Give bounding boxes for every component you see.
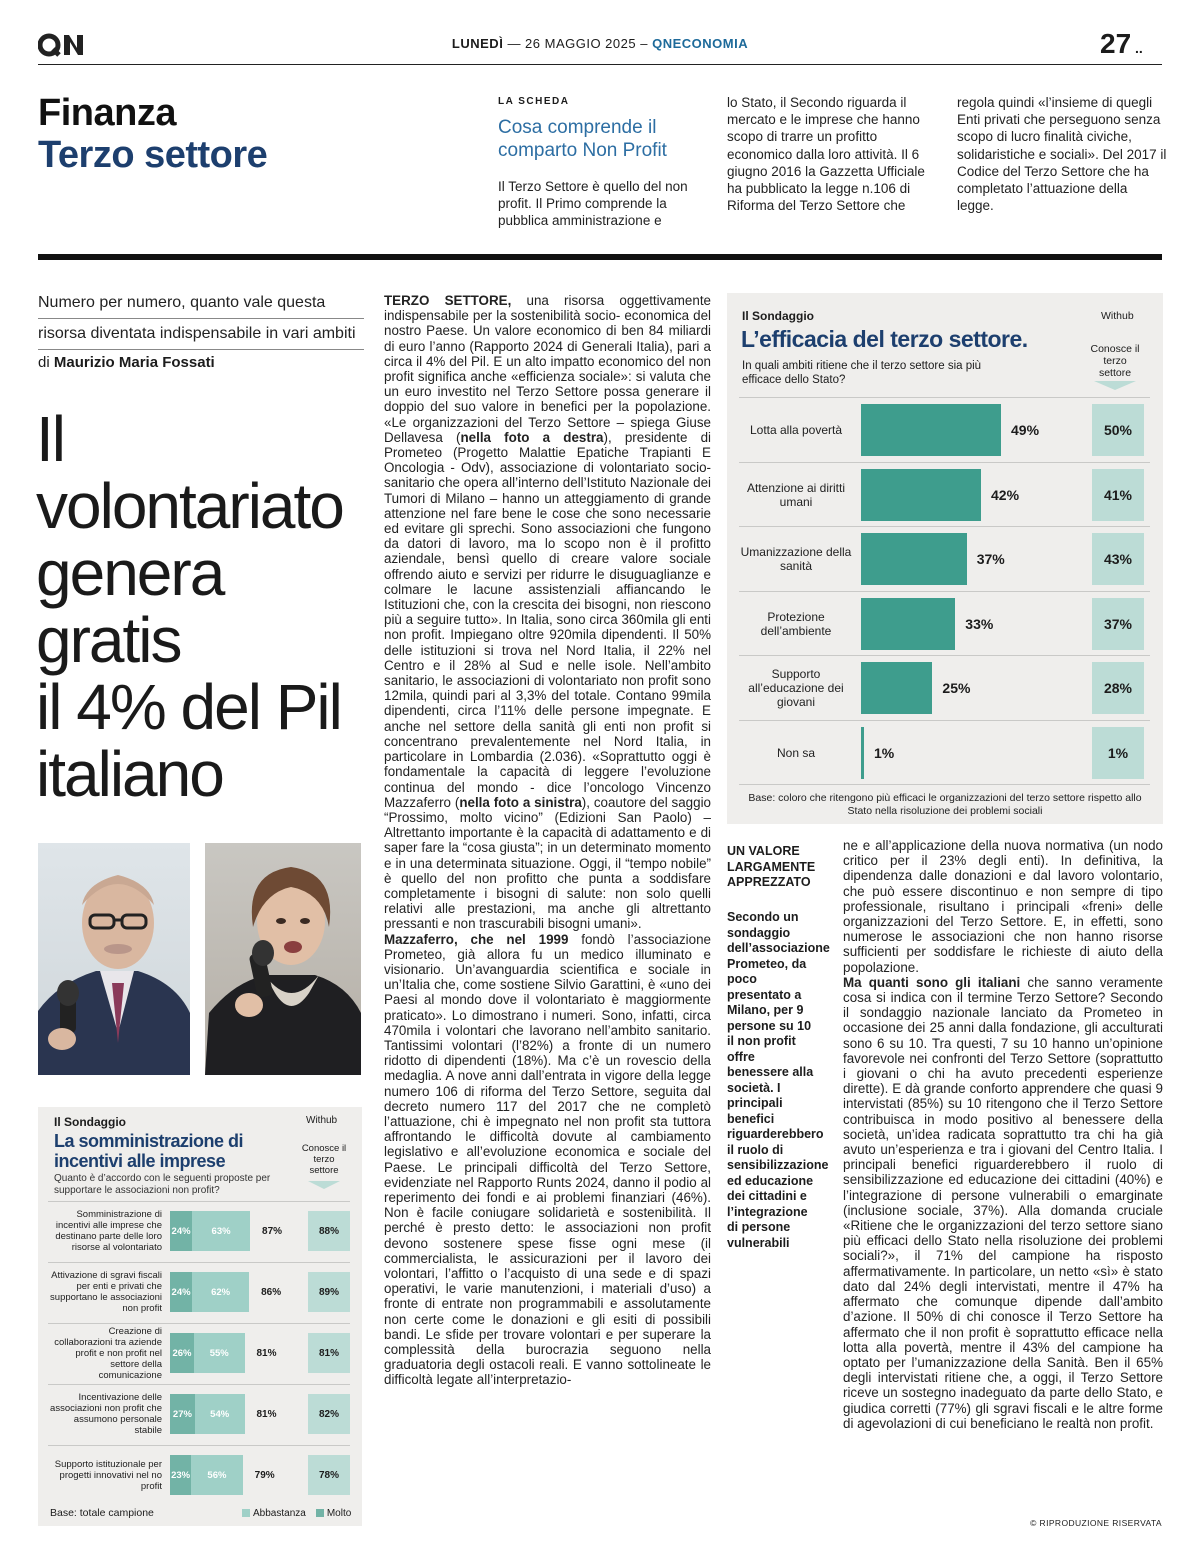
chart-note: Base: coloro che ritengono più efficaci le organizzazioni del terzo settore rispetto allo Stato nella risoluzione dei problemi sociali — [748, 792, 1142, 817]
section-subtitle: Terzo settore — [38, 134, 268, 176]
chart-kicker: Il Sondaggio — [54, 1115, 126, 1129]
chart-category-label: Lotta alla povertà — [749, 423, 843, 437]
chart-highlight-value: 82% — [308, 1394, 350, 1434]
chart-bar-abbastanza: 62% — [192, 1272, 249, 1312]
article-body-column-2 — [843, 838, 1163, 1431]
chart-row — [48, 1323, 350, 1381]
chart-total-label: 81% — [256, 1408, 277, 1420]
headline-line: gratis — [36, 604, 181, 676]
article-subtitle — [38, 288, 364, 350]
chart-highlight-value: 89% — [308, 1272, 350, 1312]
chart-bar-abbastanza: 54% — [195, 1394, 245, 1434]
chart-row — [48, 1262, 350, 1320]
legend-label: Molto — [326, 1508, 352, 1519]
chart-question: In quali ambiti ritiene che il terzo settore sia più efficace dello Stato? — [742, 360, 982, 386]
chart-row — [48, 1445, 350, 1503]
chart-legend — [242, 1508, 351, 1519]
scheda-kicker: LA SCHEDA — [498, 96, 570, 107]
chart-bar — [861, 727, 864, 779]
chart-bar — [861, 469, 981, 521]
header-rule — [38, 64, 1162, 65]
chart-highlight-header: Conosce il terzo settore — [301, 1143, 347, 1176]
chart-highlight-arrow — [1094, 381, 1136, 390]
chart-bar — [861, 662, 932, 714]
legend-label: Abbastanza — [253, 1508, 306, 1519]
photo-dellavesa — [205, 843, 361, 1075]
chart-highlight-value: 78% — [308, 1455, 350, 1495]
byline-prefix: di — [38, 354, 50, 371]
chart-bar-abbastanza: 55% — [194, 1333, 245, 1373]
lead-in: TERZO SETTORE, — [384, 293, 512, 308]
chart-value-label: 1% — [874, 744, 895, 761]
lead-in: Mazzaferro, che nel 1999 — [384, 931, 569, 947]
byline — [38, 354, 215, 371]
chart-bar-molto: 26% — [170, 1333, 194, 1373]
section-divider — [38, 254, 1162, 260]
chart-kicker: Il Sondaggio — [742, 309, 814, 323]
chart-row — [739, 462, 1150, 526]
chart-value-label: 42% — [991, 486, 1020, 503]
chart-value-label: 25% — [942, 680, 971, 696]
article-paragraph: ne e all’applicazione della nuova normativa (un nodo critico per il 23% degli enti). In definitiva, la dipendenza dalle donazioni e dal lavoro volontario, che può essere discontinuo e non sempre di tipo professionale, risultano i principali «freni» delle organizzazioni del Terzo Settore. E, in effetti, sono numerose le associazioni che non hanno risorse sufficienti per soddisfare le richieste di aiuto della popolazione. — [843, 838, 1163, 975]
chart-category-label: Attenzione ai diritti umani — [746, 480, 846, 509]
chart-bar-molto: 27% — [170, 1394, 195, 1434]
chart-highlight-arrow — [308, 1181, 340, 1189]
chart-total-label: 87% — [262, 1225, 283, 1237]
headline-line: il 4% del Pil — [36, 671, 341, 743]
lead-in: Ma quanti sono gli italiani — [843, 974, 1021, 990]
article-paragraph: Mazzaferro, che nel 1999 fondò l’associazione Prometeo, già allora fu un medico illuminato e visionario. Un’avanguardia scientifica e sociale in un’Italia che, come sostiene Silvio Garattini, è «uno dei Paesi al mondo dove il volontariato è maggiormente praticato». Lo dimostrano i numeri. Sono, infatti, circa 470mila i volontari che lavorano nell’ambito sanitario. Tantissimi volontari (l’82%) a fronte di un numero ridotto di dipendenti (18%). Ma c’è un rovescio della medaglia. A nove anni dall’entrata in vigore della legge numero 106 di riforma del Terzo Settore, seguita dal decreto numero 117 del 2017 che ne completò l’attuazione, chi è impegnato nel non profit sta tuttora affrontando le difficoltà dovute al cambiamento legislativo e all’evoluzione economica e sociale del Paese. Le principali difficoltà del Terzo Settore, evidenziate nel Rapporto Runts 2024, danno il podio al reperimento dei fondi e ai problemi finanziari (46%). Non è facile coniugare solidarietà e sostenibilità. Il perché è presto detto: le associazioni non profit devono sostenere spese fisse ogni mese (il commercialista, le assicurazioni per il lavoro dei volontari, l’affitto o l’acquisto di una sede e di spazi operativi, le varie manutenzioni, i materiali d’uso) a fronte di entrate non programmabili e assolutamente non certe come le donazioni e gli esiti di possibili bandi. Le sfide per trovare volontari e per superare la complessità della burocrazia seguono nella graduatoria degli ostacoli reali. E vanno sottolineate le difficoltà legate all’interpretazio- — [384, 931, 711, 1388]
chart-base: Base: totale campione — [50, 1507, 154, 1519]
chart-row-bottom-border — [739, 784, 1150, 785]
chart-bar-molto: 24% — [170, 1211, 192, 1251]
chart-category-label: Supporto istituzionale per progetti innovativi nel no profit — [54, 1458, 162, 1492]
headline — [36, 403, 376, 810]
chart-highlight-header: Conosce il terzo settore — [1090, 343, 1140, 379]
chart-bar-molto: 24% — [170, 1272, 192, 1312]
chart-efficacia — [727, 293, 1163, 824]
chart-row — [48, 1384, 350, 1442]
chart-total-label: 79% — [254, 1469, 275, 1481]
header-dateline — [330, 36, 870, 51]
chart-category-label: Attivazione di sgravi fiscali per enti e privati che supportano le associazioni non profit — [50, 1270, 162, 1314]
chart-highlight-value: 1% — [1092, 727, 1144, 779]
chart-row — [739, 655, 1150, 719]
subtitle-line: Numero per numero, quanto vale questa — [38, 288, 364, 319]
chart-bar-abbastanza: 63% — [192, 1211, 250, 1251]
chart-row — [739, 526, 1150, 590]
chart-category-label: Umanizzazione della sanità — [740, 545, 852, 573]
chart-title: La somministrazione di incentivi alle imprese — [54, 1131, 244, 1171]
legend-item — [242, 1508, 306, 1519]
scheda-column-3: regola quindi «l’insieme di quegli Enti privati che perseguono senza scopo di lucro finalità civiche, solidaristiche e sociali». Del 2017 il Codice del Terzo Settore che ha completato l’attuazione della legge. — [957, 95, 1167, 214]
section-title: Finanza — [38, 92, 176, 134]
headline-line: Il volontariato — [36, 403, 343, 542]
chart-row — [739, 720, 1150, 784]
chart-highlight-value: 28% — [1092, 662, 1144, 714]
headline-line: genera — [36, 537, 224, 609]
chart-category-label: Somministrazione di incentivi alle imprese che destinano parte delle loro risorse al volontariato — [55, 1209, 162, 1253]
chart-row — [739, 591, 1150, 655]
article-paragraph: TERZO SETTORE, una risorsa oggettivamente indispensabile per la sostenibilità socio- economica del nostro Paese. Un valore economico di ben 84 miliardi di euro l’anno (Rapporto 2024 di Generali Italia), pari a circa il 4% del Pil. E un alto impatto economico del non profit significa anche «efficienza sociale»: si valuta che un euro investito nel Terzo Settore possa generare il doppio del suo valore in benefici per la popolazione. «Le organizzazioni del Terzo Settore – spiega Giuse Dellavesa (nella foto a destra), presidente di Prometeo (Progetto Malattie Epatiche Trapianti E Oncologia - Odv), associazione di volontariato socio-sanitario che opera all’interno dell’Istituto Nazionale dei Tumori di Milano – hanno un atteggiamento di grande attenzione nel fare bene le cose che sono necessarie ed evitare gli sprechi. Sono associazioni che fungono da datori di lavoro, ma lo scopo non è il profitto aziendale, bensì quello di creare valore sociale offrendo aiuto e servizi per ridurre le disuguaglianze e colmare le lacune assistenziali affiancando le Istituzioni che, con la crescita dei bisogni, non riescono più a seguire tutto». In Italia, sono circa 360mila gli enti non profit. Impiegano oltre 920mila dipendenti. Il 50% delle istituzioni si trova nel Nord Italia, il 22% nel Centro e il 28% al Sud e nelle isole. Nell’ambito sanitario, le associazioni di volontariato non profit sono 12mila, quindi pari al 3,3% del totale. Contano 99mila dipendenti, circa l’11% delle persone impegnate. E anche nel settore della sanità gli enti non profit si concentrano prevalentemente nel Nord Italia, in particolare in Lombardia (2.036). «Soprattutto oggi è fondamentale la capacità di leggere l’evoluzione continua del mondo - dice l’oncologo Vincenzo Mazzaferro (nella foto a sinistra), coautore del saggio “Prossimo, molto vicino” (Edizioni San Paolo) – Altrettanto importante è la capacità di adattamento e di saper fare la “cosa giusta”; in un determinato momento e in una determinata situazione. Oggi, il “tempo nobile” è quello del non profitto che punta a soddisfare completamente i bisogni di salute: non solo quelli relativi alle prestazioni, ma anche gli altrettanto pressanti e non trascurabili bisogni umani». — [384, 293, 712, 932]
copyright: © RIPRODUZIONE RISERVATA — [1030, 1518, 1162, 1528]
chart-value-label: 33% — [965, 615, 994, 632]
header-day: LUNEDÌ — [451, 36, 504, 51]
photo-mazzaferro — [38, 843, 190, 1075]
qn-logo — [38, 30, 86, 60]
scheda-column-1: Il Terzo Settore è quello del non profit. Il Primo comprende la pubblica amministrazione e — [498, 179, 688, 229]
chart-category-label: Protezione dell’ambiente — [760, 609, 832, 638]
chart-category-label: Creazione di collaborazioni tra aziende profit e non profit nel settore della comunicazione — [54, 1325, 162, 1381]
chart-bar-abbastanza: 56% — [191, 1455, 243, 1495]
chart-highlight-value: 43% — [1092, 533, 1144, 585]
chart-category-label: Incentivazione delle associazioni non profit che assumono personale stabile — [50, 1392, 162, 1436]
sidebar-title: UN VALORE LARGAMENTE APPREZZATO — [727, 844, 816, 889]
chart-bar — [861, 404, 1001, 456]
chart-question: Quanto è d’accordo con le seguenti proposte per supportare le associazioni non profit? — [54, 1173, 271, 1196]
chart-source: Withub — [1101, 310, 1134, 322]
article-body-column-1 — [384, 293, 711, 1388]
chart-highlight-value: 88% — [308, 1211, 350, 1251]
chart-row — [739, 397, 1150, 461]
scheda-column-2: lo Stato, il Secondo riguarda il mercato e le imprese che hanno scopo di trarre un profitto economico dalla loro attività. Il 6 giugno 2016 la Gazzetta Ufficiale ha pubblicato la legge n.106 di Riforma del Terzo Settore che — [727, 95, 925, 214]
scheda-title: Cosa comprende il comparto Non Profit — [498, 117, 667, 161]
header-date: — 26 MAGGIO 2025 – — [507, 36, 648, 51]
article-paragraph: Ma quanti sono gli italiani che sanno veramente cosa si indica con il termine Terzo Settore? Secondo il sondaggio nazionale lanciato da Prometeo in occasione dei 25 anni dalla fondazione, gli acculturati sono 6 su 10. Tra questi, 7 su 10 hanno un’opinione favorevole nei confronti del Terzo Settore (soprattutto i giovani o chi ha avuto precedenti esperienze dirette). E dà grande conforto apprendere che quasi 9 intervistati (85%) su 10 ritengono che il Terzo Settore contribuisca in modo positivo al benessere della società, un’idea radicata soprattutto tra chi ha già avuto un’esperienza e tra i giovani del Centro Italia. I principali benefici riguarderebbero il ruolo di sensibilizzazione ed educazione dei cittadini (40%) e l’integrazione di persone vulnerabili o emarginate (inclusione sociale, 37%). Alla domanda cruciale «Ritiene che le organizzazioni del terzo settore siano più efficaci dello Stato nella risoluzione dei problemi sociali?», il 71% del campione ha risposto affermativamente. In particolare, un netto «sì» è stato dato dal 24% degli intervistati, mentre il 47% ha affermato che comunque dipende dall’ambito d’azione. Il 50% di chi conosce il Terzo Settore ha affermato che il non profit è soprattutto efficace nella lotta alla povertà, mentre il 43% del campione ha optato per l’umanizzazione della Sanità. Ben il 65% degli intervistati ritiene che, a oggi, il Terzo Settore riceve un sostegno inadeguato da parte dello Stato, e giudica corretti (77%) gli sgravi fiscali e le altre forme di agevolazioni di cui beneficiano le realtà non profit. — [843, 974, 1163, 1431]
header-section: QNECONOMIA — [652, 36, 749, 51]
legend-item — [316, 1508, 351, 1519]
byline-author: Maurizio Maria Fossati — [53, 354, 215, 371]
chart-highlight-value: 41% — [1092, 469, 1144, 521]
chart-highlight-value: 37% — [1092, 598, 1144, 650]
chart-highlight-value: 81% — [308, 1333, 350, 1373]
chart-total-label: 81% — [256, 1347, 277, 1359]
subtitle-line: risorsa diventata indispensabile in vari ambiti — [38, 319, 364, 350]
chart-source: Withub — [306, 1115, 338, 1126]
chart-row — [48, 1201, 350, 1259]
chart-value-label: 37% — [976, 551, 1005, 567]
page-number: 27 .. — [1100, 28, 1143, 59]
chart-bar — [861, 598, 955, 650]
chart-incentivi — [38, 1107, 362, 1526]
chart-category-label: Non sa — [776, 745, 816, 760]
chart-highlight-value: 50% — [1092, 404, 1144, 456]
chart-bar-molto: 23% — [170, 1455, 191, 1495]
chart-category-label: Supporto all’educazione dei giovani — [748, 667, 844, 709]
chart-title: L’efficacia del terzo settore. — [741, 326, 1028, 352]
chart-bar — [861, 533, 967, 585]
headline-line: italiano — [36, 738, 223, 810]
sidebar-text: Secondo un sondaggio dell’associazione Prometeo, da poco presentato a Milano, per 9 persone su 10 il non profit offre benessere alla società. I principali benefici riguarderebbero il ruolo di sensibilizzazione ed educazione dei cittadini e l’integrazione di persone vulnerabili — [727, 910, 830, 1250]
chart-value-label: 49% — [1011, 422, 1040, 438]
chart-total-label: 86% — [261, 1286, 282, 1298]
